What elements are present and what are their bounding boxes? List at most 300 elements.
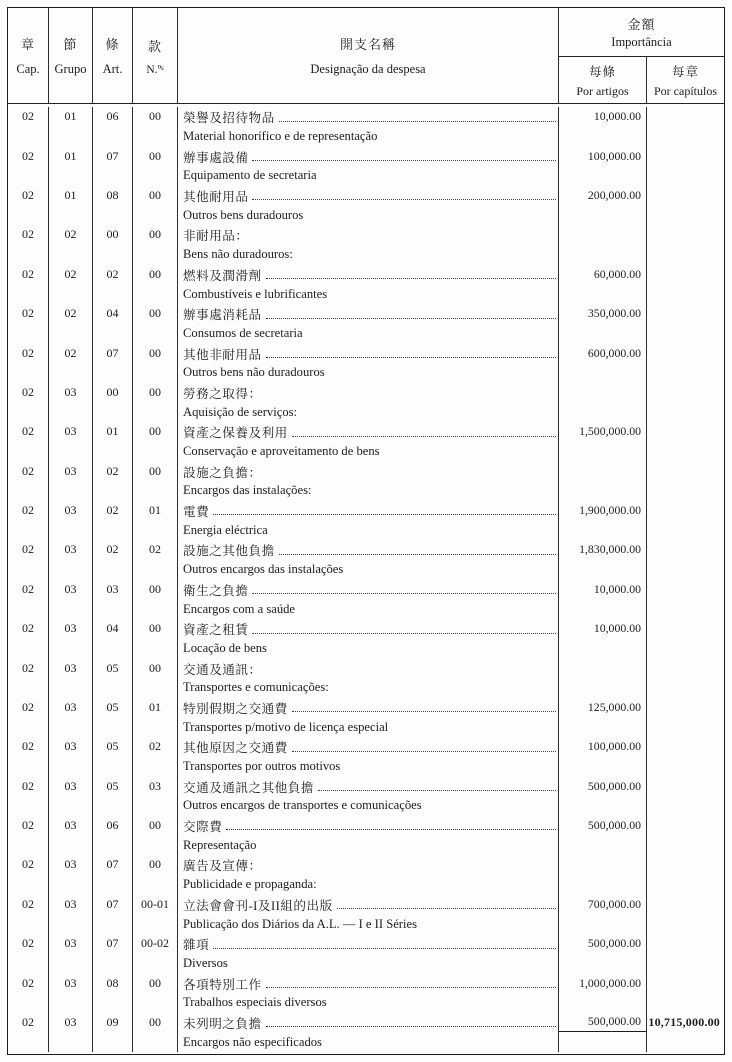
dotted-leader <box>252 159 556 161</box>
cap-cell-empty <box>8 678 49 698</box>
table-row-pt <box>8 127 724 147</box>
por-capitulos-empty <box>647 1032 724 1052</box>
table-row <box>8 973 724 993</box>
por-artigos-amount <box>559 855 647 875</box>
col-header-por-artigos-pt: Por artigos <box>576 83 629 98</box>
art-cell-empty <box>93 875 133 895</box>
cap-cell-empty <box>8 481 49 501</box>
table-row-pt <box>8 639 724 659</box>
cap-cell-empty <box>8 245 49 265</box>
art-cell: 01 <box>93 422 133 442</box>
por-artigos-amount: 350,000.00 <box>559 304 647 324</box>
num-cell: 00 <box>133 619 178 639</box>
cap-cell-empty <box>8 993 49 1013</box>
table-row-pt <box>8 1032 724 1052</box>
table-row <box>8 383 724 403</box>
num-cell: 00 <box>133 816 178 836</box>
designation-zh: 設施之負擔： <box>178 461 559 481</box>
grupo-cell-empty <box>49 520 93 540</box>
cap-cell-empty <box>8 127 49 147</box>
dotted-leader <box>292 710 556 712</box>
designation-pt: Transportes por outros motivos <box>178 757 559 777</box>
por-capitulos-amount: 10,715,000.00 <box>648 1014 720 1029</box>
col-header-amount-zh: 金額 <box>627 17 656 32</box>
col-header-cap <box>8 8 49 103</box>
por-capitulos-amount <box>647 658 724 678</box>
designation-zh: 其他耐用品 <box>178 186 559 206</box>
por-artigos-amount: 10,000.00 <box>559 619 647 639</box>
col-header-cap-zh: 章 <box>20 37 35 52</box>
table-row <box>8 698 724 718</box>
art-cell-empty <box>93 127 133 147</box>
por-capitulos-empty <box>647 166 724 186</box>
table-row-pt <box>8 599 724 619</box>
table-row-pt <box>8 875 724 895</box>
por-artigos-empty <box>559 481 647 501</box>
designation-zh: 資產之租賃 <box>178 619 559 639</box>
grupo-cell: 02 <box>49 343 93 363</box>
art-cell-empty <box>93 717 133 737</box>
designation-pt: Transportes p/motivo de licença especial <box>178 717 559 737</box>
designation-pt: Encargos não especificados <box>178 1032 559 1052</box>
designation-pt: Outros bens não duradouros <box>178 363 559 383</box>
table-row <box>8 304 724 324</box>
num-cell: 00 <box>133 265 178 285</box>
cap-cell-empty <box>8 875 49 895</box>
table-row <box>8 658 724 678</box>
por-artigos-amount: 100,000.00 <box>559 737 647 757</box>
art-cell: 08 <box>93 973 133 993</box>
table-row <box>8 580 724 600</box>
por-capitulos-empty <box>647 363 724 383</box>
designation-pt: Diversos <box>178 954 559 974</box>
table-row-pt <box>8 835 724 855</box>
num-cell-empty <box>133 481 178 501</box>
table-row <box>8 343 724 363</box>
por-artigos-amount <box>559 461 647 481</box>
grupo-cell-empty <box>49 481 93 501</box>
art-cell: 05 <box>93 698 133 718</box>
designation-pt: Encargos das instalações: <box>178 481 559 501</box>
art-cell-empty <box>93 993 133 1013</box>
dotted-leader <box>252 198 556 200</box>
art-cell-empty <box>93 796 133 816</box>
grupo-cell: 03 <box>49 855 93 875</box>
art-cell: 04 <box>93 619 133 639</box>
cap-cell: 02 <box>8 186 49 206</box>
art-cell-empty <box>93 284 133 304</box>
por-capitulos-empty <box>647 324 724 344</box>
cap-cell: 02 <box>8 973 49 993</box>
num-cell-empty <box>133 245 178 265</box>
table-row <box>8 855 724 875</box>
dotted-leader <box>213 947 556 949</box>
cap-cell: 02 <box>8 304 49 324</box>
num-cell: 00 <box>133 225 178 245</box>
designation-zh: 榮譽及招待物品 <box>178 107 559 127</box>
dotted-leader <box>266 317 556 319</box>
designation-zh: 設施之其他負擔 <box>178 540 559 560</box>
designation-pt: Equipamento de secretaria <box>178 166 559 186</box>
num-cell-empty <box>133 993 178 1013</box>
por-capitulos-amount <box>647 501 724 521</box>
cap-cell: 02 <box>8 146 49 166</box>
por-artigos-amount: 500,000.00 <box>559 934 647 954</box>
num-cell-empty <box>133 954 178 974</box>
num-cell-empty <box>133 757 178 777</box>
col-header-num-zh: 款 <box>147 38 162 54</box>
grupo-cell: 03 <box>49 776 93 796</box>
grupo-cell-empty <box>49 324 93 344</box>
num-cell: 00-01 <box>133 895 178 915</box>
por-capitulos-amount <box>647 619 724 639</box>
designation-zh: 衛生之負擔 <box>178 580 559 600</box>
col-header-por-capitulos <box>647 57 724 103</box>
art-cell-empty <box>93 560 133 580</box>
por-artigos-amount: 500,000.00 <box>559 776 647 796</box>
table-row-pt <box>8 954 724 974</box>
table-body <box>8 104 724 1054</box>
table-row <box>8 619 724 639</box>
col-header-art-zh: 條 <box>105 37 120 52</box>
grupo-cell-empty <box>49 678 93 698</box>
num-cell-empty <box>133 599 178 619</box>
cap-cell: 02 <box>8 658 49 678</box>
designation-zh: 其他非耐用品 <box>178 343 559 363</box>
art-cell-empty <box>93 954 133 974</box>
cap-cell: 02 <box>8 580 49 600</box>
col-header-designation-pt: Designação da despesa <box>310 62 426 76</box>
por-capitulos-empty <box>647 914 724 934</box>
por-artigos-amount: 10,000.00 <box>559 580 647 600</box>
grupo-cell-empty <box>49 835 93 855</box>
por-artigos-amount: 1,830,000.00 <box>559 540 647 560</box>
designation-zh: 其他原因之交通費 <box>178 737 559 757</box>
art-cell-empty <box>93 639 133 659</box>
num-cell-empty <box>133 520 178 540</box>
grupo-cell-empty <box>49 717 93 737</box>
por-artigos-amount: 60,000.00 <box>559 265 647 285</box>
designation-pt: Publicidade e propaganda: <box>178 875 559 895</box>
art-cell: 00 <box>93 383 133 403</box>
col-header-por-artigos <box>559 57 647 103</box>
por-artigos-empty <box>559 639 647 659</box>
grupo-cell-empty <box>49 402 93 422</box>
por-capitulos-amount <box>647 422 724 442</box>
por-capitulos-amount <box>647 855 724 875</box>
cap-cell: 02 <box>8 225 49 245</box>
art-cell-empty <box>93 835 133 855</box>
col-header-art <box>93 8 133 103</box>
designation-pt: Encargos com a saúde <box>178 599 559 619</box>
designation-zh: 勞務之取得： <box>178 383 559 403</box>
por-capitulos-amount <box>647 737 724 757</box>
table-row-pt <box>8 560 724 580</box>
cap-cell: 02 <box>8 265 49 285</box>
por-artigos-empty <box>559 835 647 855</box>
grupo-cell: 02 <box>49 304 93 324</box>
por-capitulos-amount <box>647 895 724 915</box>
cap-cell-empty <box>8 363 49 383</box>
designation-zh: 資產之保養及利用 <box>178 422 559 442</box>
designation-zh: 各項特別工作 <box>178 973 559 993</box>
por-capitulos-amount <box>647 934 724 954</box>
por-capitulos-amount <box>647 383 724 403</box>
col-header-grupo <box>49 8 93 103</box>
grupo-cell-empty <box>49 127 93 147</box>
grupo-cell: 03 <box>49 540 93 560</box>
table-row-pt <box>8 481 724 501</box>
por-artigos-amount: 100,000.00 <box>559 146 647 166</box>
dotted-leader <box>292 750 556 752</box>
table-row <box>8 895 724 915</box>
designation-pt: Representação <box>178 835 559 855</box>
por-capitulos-amount <box>647 698 724 718</box>
cap-cell: 02 <box>8 737 49 757</box>
designation-zh: 廣告及宣傳： <box>178 855 559 875</box>
num-cell-empty <box>133 560 178 580</box>
designation-pt: Outros bens duradouros <box>178 205 559 225</box>
art-cell-empty <box>93 205 133 225</box>
grupo-cell: 02 <box>49 265 93 285</box>
art-cell-empty <box>93 363 133 383</box>
art-cell-empty <box>93 599 133 619</box>
art-cell: 07 <box>93 343 133 363</box>
por-artigos-empty <box>559 245 647 265</box>
por-artigos-empty <box>559 166 647 186</box>
por-capitulos-amount <box>647 973 724 993</box>
por-capitulos-amount <box>647 580 724 600</box>
cap-cell: 02 <box>8 619 49 639</box>
por-capitulos-amount <box>647 146 724 166</box>
table-row-pt <box>8 757 724 777</box>
designation-pt: Material honorífico e de representação <box>178 127 559 147</box>
designation-pt: Combustíveis e lubrificantes <box>178 284 559 304</box>
grupo-cell-empty <box>49 954 93 974</box>
por-artigos-amount <box>559 383 647 403</box>
grupo-cell: 01 <box>49 186 93 206</box>
cap-cell: 02 <box>8 343 49 363</box>
por-capitulos-empty <box>647 835 724 855</box>
por-artigos-empty <box>559 717 647 737</box>
art-cell-empty <box>93 678 133 698</box>
art-cell-empty <box>93 757 133 777</box>
grupo-cell-empty <box>49 914 93 934</box>
grupo-cell-empty <box>49 1032 93 1052</box>
cap-cell-empty <box>8 835 49 855</box>
por-capitulos-amount <box>647 107 724 127</box>
num-cell-empty <box>133 1032 178 1052</box>
designation-pt: Bens não duradouros: <box>178 245 559 265</box>
table-row-pt <box>8 993 724 1013</box>
grupo-cell-empty <box>49 363 93 383</box>
por-artigos-empty <box>559 1032 647 1052</box>
art-cell: 02 <box>93 461 133 481</box>
dotted-leader <box>266 277 556 279</box>
por-capitulos-empty <box>647 599 724 619</box>
table-row-pt <box>8 363 724 383</box>
art-cell: 07 <box>93 934 133 954</box>
art-cell: 02 <box>93 265 133 285</box>
table-row-pt <box>8 442 724 462</box>
cap-cell: 02 <box>8 1013 49 1033</box>
designation-zh: 立法會會刊-I及II組的出版 <box>178 895 559 915</box>
num-cell: 00 <box>133 422 178 442</box>
grupo-cell: 03 <box>49 1013 93 1033</box>
art-cell: 02 <box>93 540 133 560</box>
num-cell: 00 <box>133 186 178 206</box>
num-cell: 00 <box>133 383 178 403</box>
por-capitulos-empty <box>647 481 724 501</box>
art-cell-empty <box>93 442 133 462</box>
por-capitulos-empty <box>647 678 724 698</box>
dotted-leader <box>279 553 556 555</box>
por-capitulos-empty <box>647 284 724 304</box>
designation-pt: Outros encargos das instalações <box>178 560 559 580</box>
table-row-pt <box>8 717 724 737</box>
cap-cell-empty <box>8 520 49 540</box>
art-cell: 06 <box>93 816 133 836</box>
por-capitulos-empty <box>647 717 724 737</box>
num-cell: 00-02 <box>133 934 178 954</box>
cap-cell-empty <box>8 717 49 737</box>
art-cell: 05 <box>93 658 133 678</box>
por-artigos-empty <box>559 284 647 304</box>
table-row-pt <box>8 245 724 265</box>
dotted-leader <box>266 1025 556 1027</box>
por-artigos-empty <box>559 796 647 816</box>
designation-pt: Aquisição de serviços: <box>178 402 559 422</box>
grupo-cell-empty <box>49 757 93 777</box>
cap-cell: 02 <box>8 501 49 521</box>
cap-cell-empty <box>8 324 49 344</box>
cap-cell: 02 <box>8 934 49 954</box>
col-header-amount-pt: Importância <box>611 35 672 49</box>
art-cell-empty <box>93 166 133 186</box>
designation-zh: 交際費 <box>178 816 559 836</box>
table-row <box>8 776 724 796</box>
designation-zh: 交通及通訊之其他負擔 <box>178 776 559 796</box>
num-cell: 03 <box>133 776 178 796</box>
num-cell-empty <box>133 166 178 186</box>
cap-cell-empty <box>8 205 49 225</box>
por-artigos-empty <box>559 757 647 777</box>
por-artigos-empty <box>559 993 647 1013</box>
por-capitulos-empty <box>647 796 724 816</box>
designation-zh: 電費 <box>178 501 559 521</box>
por-artigos-empty <box>559 560 647 580</box>
grupo-cell-empty <box>49 245 93 265</box>
table-row <box>8 146 724 166</box>
table-row <box>8 816 724 836</box>
grupo-cell: 01 <box>49 146 93 166</box>
cap-cell-empty <box>8 560 49 580</box>
por-artigos-empty <box>559 875 647 895</box>
table-row-pt <box>8 284 724 304</box>
num-cell-empty <box>133 914 178 934</box>
designation-pt: Trabalhos especiais diversos <box>178 993 559 1013</box>
table-row-pt <box>8 402 724 422</box>
designation-pt: Locação de bens <box>178 639 559 659</box>
por-capitulos-amount <box>647 265 724 285</box>
num-cell-empty <box>133 402 178 422</box>
por-artigos-empty <box>559 678 647 698</box>
por-capitulos-amount <box>647 186 724 206</box>
art-cell-empty <box>93 245 133 265</box>
grupo-cell: 03 <box>49 383 93 403</box>
num-cell: 02 <box>133 737 178 757</box>
por-capitulos-amount <box>647 816 724 836</box>
dotted-leader <box>292 435 556 437</box>
num-cell: 00 <box>133 461 178 481</box>
dotted-leader <box>266 356 556 358</box>
table-row-pt <box>8 914 724 934</box>
num-cell-empty <box>133 205 178 225</box>
col-header-por-capitulos-zh: 每章 <box>671 64 699 79</box>
grupo-cell: 03 <box>49 580 93 600</box>
cap-cell-empty <box>8 954 49 974</box>
cap-cell-empty <box>8 166 49 186</box>
table-row <box>8 540 724 560</box>
num-cell-empty <box>133 835 178 855</box>
art-cell-empty <box>93 914 133 934</box>
cap-cell-empty <box>8 599 49 619</box>
num-cell: 01 <box>133 698 178 718</box>
num-cell-empty <box>133 442 178 462</box>
num-cell: 00 <box>133 304 178 324</box>
por-artigos-empty <box>559 402 647 422</box>
table-header <box>8 8 724 104</box>
art-cell-empty <box>93 1032 133 1052</box>
por-artigos-amount: 600,000.00 <box>559 343 647 363</box>
table-row <box>8 501 724 521</box>
designation-zh: 燃料及潤滑劑 <box>178 265 559 285</box>
table-row-pt <box>8 205 724 225</box>
designation-zh: 特別假期之交通費 <box>178 698 559 718</box>
cap-cell: 02 <box>8 816 49 836</box>
dotted-leader <box>266 986 556 988</box>
por-capitulos-empty <box>647 954 724 974</box>
cap-cell: 02 <box>8 383 49 403</box>
por-capitulos-empty <box>647 205 724 225</box>
dotted-leader <box>318 789 556 791</box>
art-cell: 07 <box>93 895 133 915</box>
cap-cell-empty <box>8 639 49 659</box>
cap-cell: 02 <box>8 698 49 718</box>
por-capitulos-empty <box>647 993 724 1013</box>
table-row <box>8 225 724 245</box>
art-cell-empty <box>93 402 133 422</box>
table-row <box>8 186 724 206</box>
designation-pt: Publicação dos Diários da A.L. — I e II Séries <box>178 914 559 934</box>
art-cell: 08 <box>93 186 133 206</box>
por-artigos-empty <box>559 127 647 147</box>
col-header-grupo-pt: Grupo <box>54 62 87 76</box>
por-artigos-empty <box>559 205 647 225</box>
col-header-por-capitulos-pt: Por capítulos <box>654 83 717 98</box>
cap-cell-empty <box>8 796 49 816</box>
art-cell: 00 <box>93 225 133 245</box>
por-capitulos-empty <box>647 442 724 462</box>
art-cell: 09 <box>93 1013 133 1033</box>
designation-zh: 雜項 <box>178 934 559 954</box>
por-artigos-amount: 125,000.00 <box>559 698 647 718</box>
cap-cell: 02 <box>8 422 49 442</box>
num-cell: 00 <box>133 343 178 363</box>
col-header-num <box>133 8 178 103</box>
cap-cell: 02 <box>8 895 49 915</box>
grupo-cell: 03 <box>49 619 93 639</box>
